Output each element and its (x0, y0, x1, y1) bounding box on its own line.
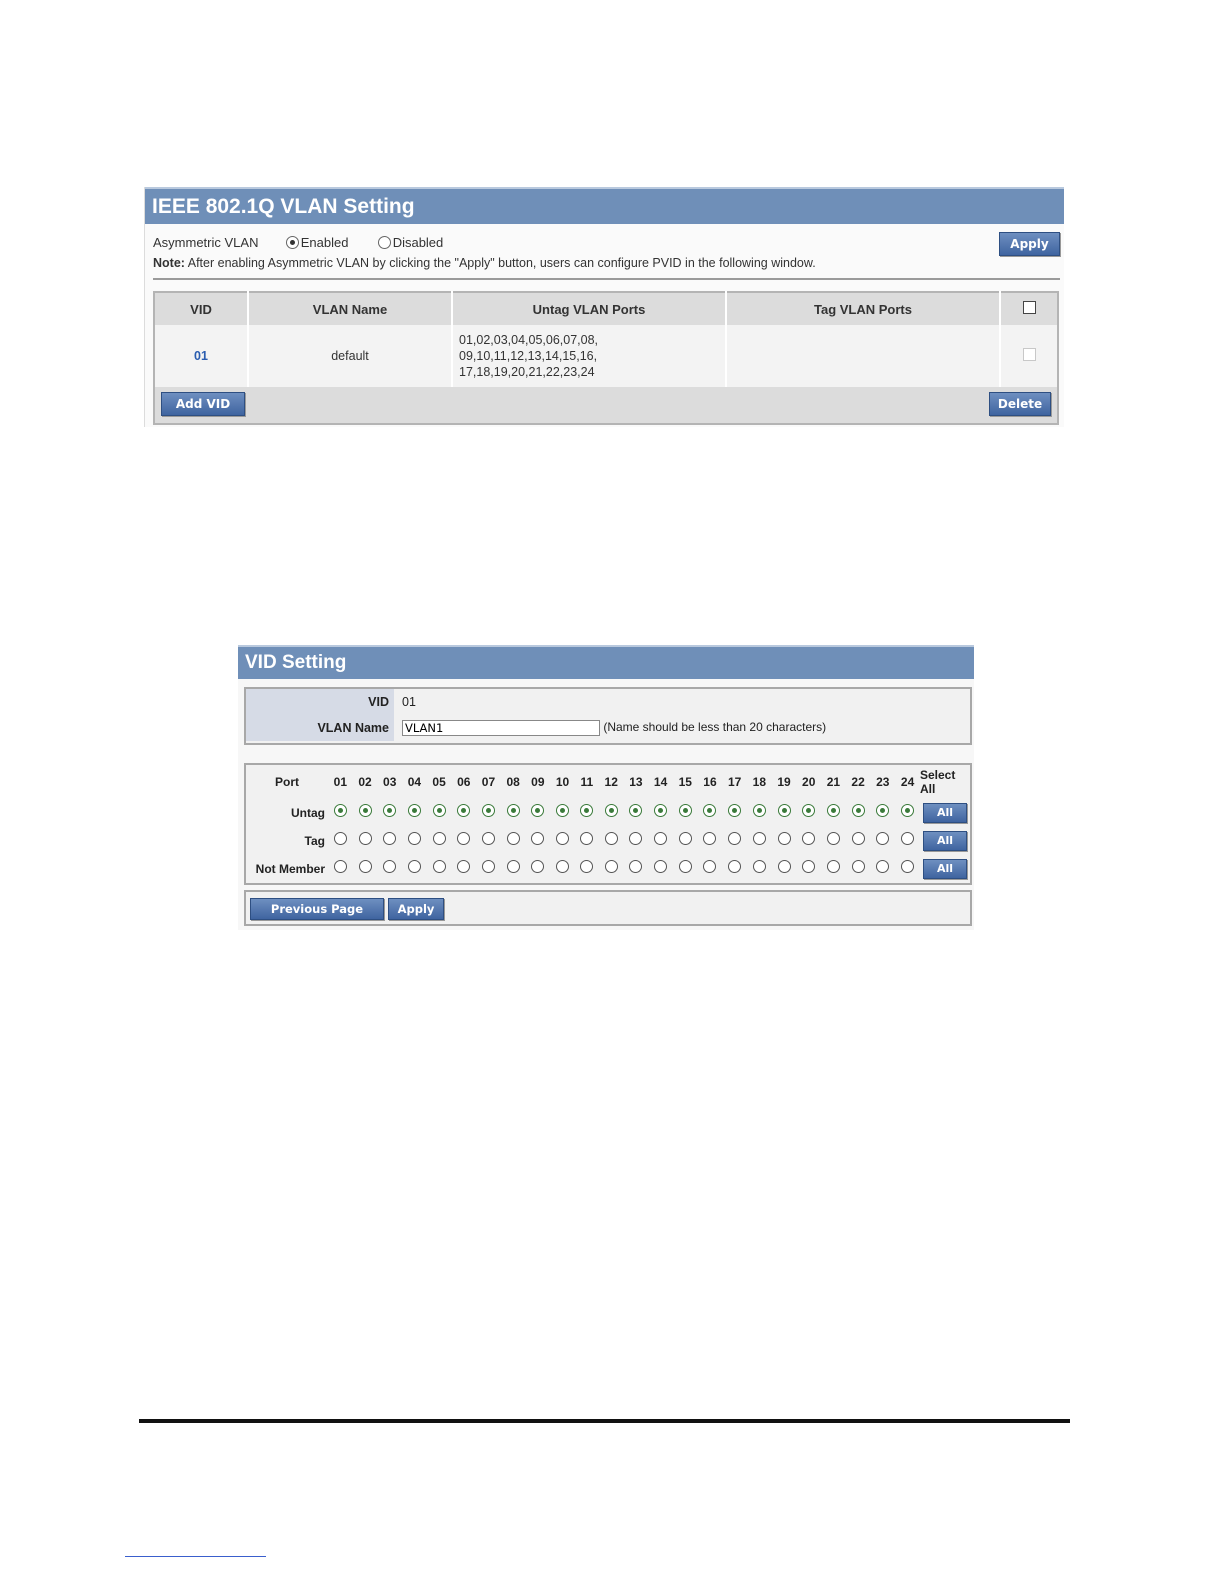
port-radio[interactable] (629, 832, 642, 845)
port-radio-cell (747, 827, 772, 855)
port-header-row (246, 765, 970, 799)
membership-row (246, 799, 970, 827)
port-radio-cell (550, 855, 575, 883)
port-radio-cell (501, 827, 526, 855)
port-radio[interactable] (605, 804, 618, 817)
port-number: 12 (604, 775, 618, 789)
port-radio[interactable] (359, 860, 372, 873)
vid-cell (154, 325, 248, 387)
port-radio[interactable] (383, 832, 396, 845)
port-membership-box (244, 763, 972, 885)
port-radio-cell (575, 855, 599, 883)
port-radio-cell (624, 827, 649, 855)
port-radio[interactable] (654, 804, 667, 817)
port-radio-cell (353, 799, 378, 827)
vlan-setting-panel (144, 187, 1064, 427)
port-radio[interactable] (901, 860, 914, 873)
port-radio[interactable] (728, 832, 741, 845)
vlan-table-actions (154, 387, 1058, 424)
port-radio-cell (673, 827, 698, 855)
divider (153, 278, 1060, 280)
port-radio-cell (722, 827, 747, 855)
port-radio-cell (377, 855, 402, 883)
port-header-label: Port (275, 775, 299, 789)
port-radio-cell (402, 827, 427, 855)
port-radio-cell (451, 827, 476, 855)
page-footer-rule (139, 1419, 1070, 1423)
port-radio[interactable] (457, 832, 470, 845)
port-radio[interactable] (433, 804, 446, 817)
port-radio[interactable] (827, 832, 840, 845)
port-radio[interactable] (507, 804, 520, 817)
vlan-setting-title: IEEE 802.1Q VLAN Setting (145, 187, 1064, 224)
asymmetric-enabled-radio[interactable] (286, 236, 299, 249)
port-radio[interactable] (629, 804, 642, 817)
port-radio-cell (796, 855, 821, 883)
note-text (153, 256, 816, 270)
port-radio[interactable] (654, 832, 667, 845)
port-radio[interactable] (580, 804, 593, 817)
select-all-checkbox[interactable] (1023, 301, 1036, 314)
port-radio-cell (526, 827, 551, 855)
port-number: 13 (629, 775, 643, 789)
port-radio[interactable] (728, 860, 741, 873)
port-radio[interactable] (852, 832, 865, 845)
select-all-cell (920, 855, 970, 883)
table-row (154, 325, 1058, 387)
port-radio-cell (353, 827, 378, 855)
port-radio-cell (846, 855, 871, 883)
port-radio-cell (648, 855, 673, 883)
asymmetric-vlan-label: Asymmetric VLAN (153, 235, 259, 250)
port-number: 05 (432, 775, 446, 789)
port-radio-cell (722, 799, 747, 827)
port-radio-cell (599, 799, 624, 827)
port-radio[interactable] (359, 832, 372, 845)
vlan-table (153, 291, 1059, 425)
port-radio[interactable] (556, 860, 569, 873)
untag-ports-cell (452, 325, 726, 387)
row-label-tag: Tag (304, 834, 325, 848)
port-radio[interactable] (408, 860, 421, 873)
vid-actions-box (244, 890, 972, 926)
port-radio[interactable] (482, 832, 495, 845)
port-radio-cell (648, 799, 673, 827)
port-radio[interactable] (679, 804, 692, 817)
port-number: 19 (777, 775, 791, 789)
port-radio-cell (673, 855, 698, 883)
port-radio-cell (476, 827, 501, 855)
untag-ports-line: 01,02,03,04,05,06,07,08, (459, 333, 599, 347)
port-number: 08 (506, 775, 520, 789)
port-radio-cell (796, 799, 821, 827)
untag-ports-line: 17,18,19,20,21,22,23,24 (459, 365, 595, 379)
port-radio-cell (747, 855, 772, 883)
port-radio[interactable] (605, 832, 618, 845)
tag-ports-cell (726, 325, 1000, 387)
port-radio[interactable] (876, 804, 889, 817)
port-radio[interactable] (753, 860, 766, 873)
port-radio-cell (870, 799, 895, 827)
port-radio-cell (895, 799, 920, 827)
vid-link[interactable]: 01 (194, 349, 208, 363)
port-radio-cell (895, 827, 920, 855)
port-radio-cell (846, 799, 871, 827)
port-radio[interactable] (531, 804, 544, 817)
port-radio[interactable] (433, 860, 446, 873)
port-radio[interactable] (334, 832, 347, 845)
port-number: 22 (851, 775, 865, 789)
port-radio-cell (550, 827, 575, 855)
port-number: 18 (752, 775, 767, 789)
header-untag-ports: Untag VLAN Ports (452, 292, 726, 325)
port-radio-cell (353, 855, 378, 883)
port-radio-cell (895, 855, 920, 883)
header-vid: VID (154, 292, 248, 325)
port-radio[interactable] (679, 860, 692, 873)
port-number: 17 (727, 775, 742, 789)
port-radio[interactable] (580, 832, 593, 845)
port-number: 01 (333, 775, 348, 789)
port-number: 20 (802, 775, 816, 789)
port-membership-table (246, 765, 970, 883)
port-number: 15 (678, 775, 692, 789)
port-number: 14 (653, 775, 668, 789)
previous-page-button[interactable]: Previous Page (250, 898, 384, 920)
port-radio[interactable] (802, 832, 815, 845)
port-radio[interactable] (802, 860, 815, 873)
select-all-button[interactable]: All (923, 831, 967, 851)
port-radio-cell (870, 827, 895, 855)
port-radio[interactable] (629, 860, 642, 873)
port-number: 02 (358, 775, 372, 789)
port-radio-cell (648, 827, 673, 855)
port-radio-cell (328, 827, 353, 855)
port-radio-cell (599, 827, 624, 855)
port-radio[interactable] (605, 860, 618, 873)
port-radio[interactable] (531, 832, 544, 845)
vlan-table-header (154, 292, 1058, 325)
port-number: 21 (826, 775, 841, 789)
port-radio[interactable] (753, 832, 766, 845)
port-radio[interactable] (703, 804, 716, 817)
port-radio-cell (870, 855, 895, 883)
port-radio-cell (476, 855, 501, 883)
port-number: 23 (876, 775, 890, 789)
row-label-untag: Untag (291, 806, 325, 820)
port-radio[interactable] (580, 860, 593, 873)
port-radio[interactable] (482, 860, 495, 873)
add-vid-button[interactable]: Add VID (161, 392, 245, 416)
port-radio[interactable] (457, 860, 470, 873)
port-radio-cell (451, 855, 476, 883)
vid-info-table (246, 689, 970, 741)
select-all-cell (920, 827, 970, 855)
row-checkbox[interactable] (1023, 348, 1036, 361)
asymmetric-disabled-radio[interactable] (378, 236, 391, 249)
port-radio[interactable] (408, 804, 421, 817)
port-radio[interactable] (679, 832, 692, 845)
vlan-name-label: VLAN Name (246, 715, 394, 741)
port-radio-cell (698, 855, 723, 883)
vlan-name-cell: default (248, 325, 452, 387)
port-radio[interactable] (457, 804, 470, 817)
port-radio[interactable] (728, 804, 741, 817)
port-radio[interactable] (556, 832, 569, 845)
port-radio[interactable] (753, 804, 766, 817)
port-radio[interactable] (383, 860, 396, 873)
port-radio[interactable] (433, 832, 446, 845)
asymmetric-vlan-row (153, 235, 443, 250)
row-select-cell (1000, 325, 1058, 387)
port-radio[interactable] (383, 804, 396, 817)
vid-value: 01 (402, 695, 416, 709)
port-radio[interactable] (901, 832, 914, 845)
port-number: 07 (481, 775, 496, 789)
port-radio[interactable] (827, 804, 840, 817)
port-radio[interactable] (334, 804, 347, 817)
port-radio[interactable] (778, 832, 791, 845)
port-radio-cell (698, 799, 723, 827)
port-number: 09 (531, 775, 545, 789)
select-all-button[interactable]: All (923, 803, 967, 823)
port-radio-cell (575, 799, 599, 827)
port-number: 16 (703, 775, 717, 789)
header-vlan-name: VLAN Name (248, 292, 452, 325)
port-radio[interactable] (703, 832, 716, 845)
port-radio-cell (402, 799, 427, 827)
port-radio-cell (722, 855, 747, 883)
port-radio[interactable] (802, 804, 815, 817)
port-radio[interactable] (827, 860, 840, 873)
select-all-header: Select All (920, 768, 956, 796)
port-radio-cell (747, 799, 772, 827)
port-radio-cell (328, 855, 353, 883)
port-radio[interactable] (778, 860, 791, 873)
port-number: 11 (580, 775, 594, 789)
port-radio[interactable] (852, 860, 865, 873)
port-radio-cell (846, 827, 871, 855)
port-radio[interactable] (778, 804, 791, 817)
port-radio[interactable] (359, 804, 372, 817)
vlan-name-hint: (Name should be less than 20 characters) (603, 720, 827, 735)
port-radio[interactable] (876, 832, 889, 845)
port-radio[interactable] (531, 860, 544, 873)
port-radio-cell (821, 799, 846, 827)
port-radio-cell (427, 855, 452, 883)
port-radio-cell (377, 799, 402, 827)
port-radio[interactable] (507, 832, 520, 845)
membership-row (246, 855, 970, 883)
vid-setting-title: VID Setting (238, 645, 974, 679)
port-radio-cell (526, 855, 551, 883)
membership-row (246, 827, 970, 855)
port-radio-cell (377, 827, 402, 855)
port-radio-cell (451, 799, 476, 827)
select-all-cell (920, 799, 970, 827)
port-radio-cell (772, 855, 797, 883)
port-radio-cell (772, 827, 797, 855)
port-radio-cell (501, 799, 526, 827)
port-number: 24 (900, 775, 915, 789)
disabled-label: Disabled (392, 235, 444, 250)
port-radio-cell (402, 855, 427, 883)
header-select-all (1000, 292, 1058, 325)
port-radio-cell (599, 855, 624, 883)
port-radio[interactable] (408, 832, 421, 845)
port-radio[interactable] (654, 860, 667, 873)
port-radio[interactable] (901, 804, 914, 817)
port-radio-cell (575, 827, 599, 855)
port-number: 03 (383, 775, 397, 789)
enabled-label: Enabled (300, 235, 349, 250)
vlan-table-footer (154, 387, 1058, 424)
port-radio[interactable] (703, 860, 716, 873)
port-radio-cell (501, 855, 526, 883)
port-radio-cell (821, 827, 846, 855)
port-radio-cell (772, 799, 797, 827)
port-radio-cell (427, 799, 452, 827)
vid-setting-panel (238, 645, 974, 930)
delete-button[interactable]: Delete (989, 392, 1051, 416)
port-radio[interactable] (334, 860, 347, 873)
footnote-link-rule (125, 1556, 266, 1557)
port-radio-cell (624, 799, 649, 827)
port-number: 04 (407, 775, 422, 789)
port-radio-cell (698, 827, 723, 855)
select-all-button[interactable]: All (923, 859, 967, 879)
port-radio[interactable] (852, 804, 865, 817)
note-body: After enabling Asymmetric VLAN by clicking the "Apply" button, users can configure PVID in the following window. (187, 256, 816, 270)
port-radio-cell (526, 799, 551, 827)
port-radio-cell (427, 827, 452, 855)
port-radio[interactable] (876, 860, 889, 873)
row-label-not-member: Not Member (255, 862, 325, 876)
vid-info-box (244, 687, 972, 745)
port-radio-cell (821, 855, 846, 883)
port-radio[interactable] (556, 804, 569, 817)
port-radio-cell (624, 855, 649, 883)
port-radio-cell (476, 799, 501, 827)
port-number: 06 (457, 775, 471, 789)
vid-apply-button[interactable]: Apply (388, 898, 444, 920)
note-label: Note: (153, 256, 185, 270)
port-radio-cell (328, 799, 353, 827)
port-radio[interactable] (482, 804, 495, 817)
untag-ports-line: 09,10,11,12,13,14,15,16, (459, 349, 598, 363)
asymmetric-apply-button[interactable]: Apply (999, 232, 1060, 256)
port-radio-cell (796, 827, 821, 855)
vid-label: VID (246, 689, 394, 715)
vlan-name-input[interactable] (402, 720, 600, 736)
port-radio[interactable] (507, 860, 520, 873)
port-number: 10 (555, 775, 570, 789)
port-radio-cell (673, 799, 698, 827)
header-tag-ports: Tag VLAN Ports (726, 292, 1000, 325)
port-radio-cell (550, 799, 575, 827)
